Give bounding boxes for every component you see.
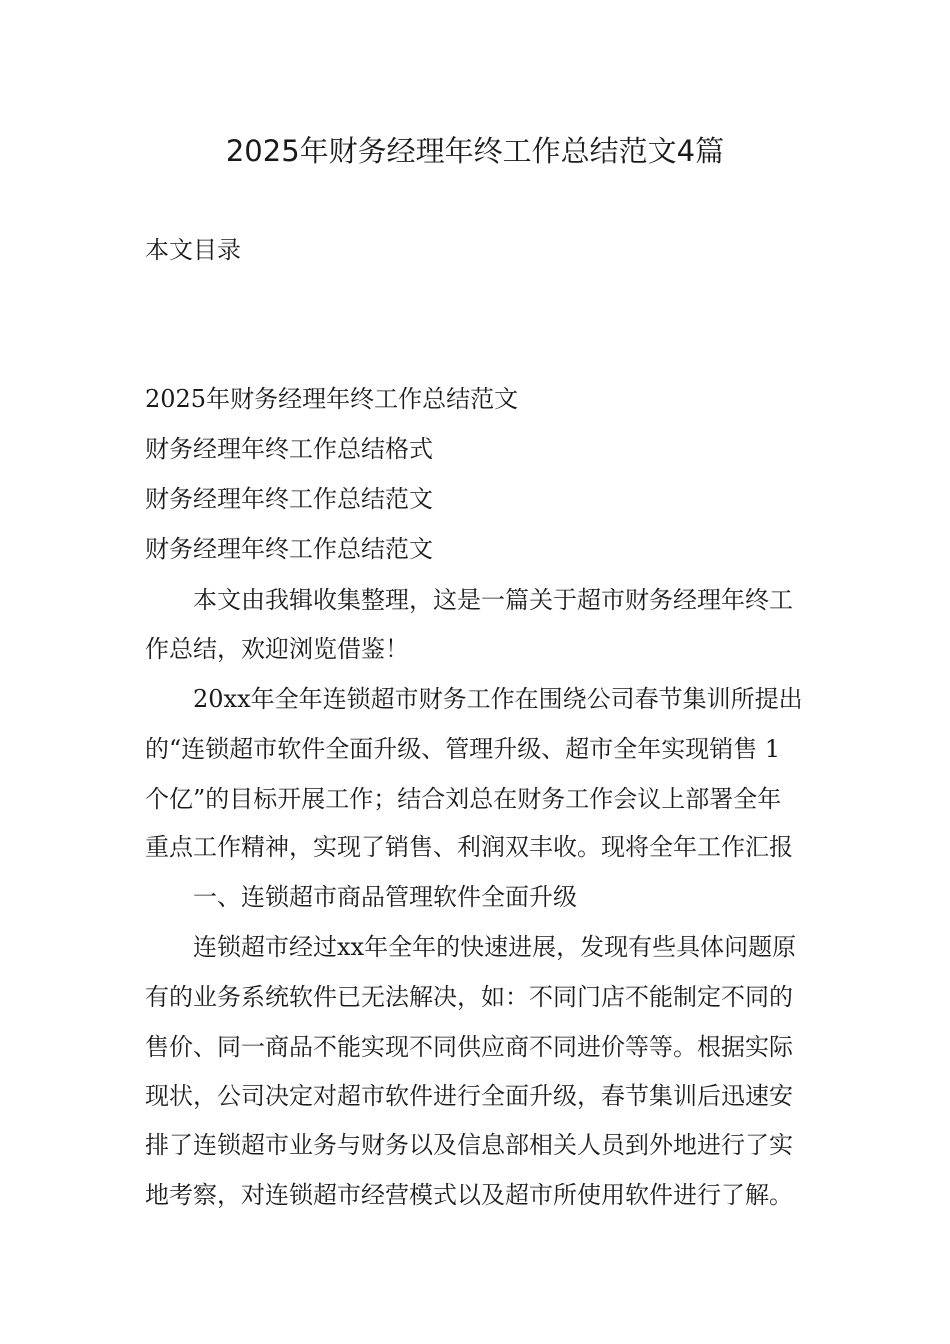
toc-item: 财务经理年终工作总结范文 <box>145 485 433 513</box>
paragraph-line: 有的业务系统软件已无法解决，如：不同门店不能制定不同的 <box>145 983 793 1011</box>
paragraph-line: 地考察，对连锁超市经营模式以及超市所使用软件进行了解。 <box>145 1181 793 1209</box>
paragraph-line: 个亿”的目标开展工作；结合刘总在财务工作会议上部署全年 <box>145 785 782 813</box>
document-title: 2025年财务经理年终工作总结范文4篇 <box>225 134 725 168</box>
paragraph-line: 现状，公司决定对超市软件进行全面升级，春节集训后迅速安 <box>145 1082 793 1110</box>
toc-item: 财务经理年终工作总结格式 <box>145 435 433 463</box>
section-heading: 一、连锁超市商品管理软件全面升级 <box>193 883 577 911</box>
paragraph-line: 20xx年全年连锁超市财务工作在围绕公司春节集训所提出 <box>193 685 803 713</box>
paragraph-line: 作总结，欢迎浏览借鉴！ <box>145 635 409 663</box>
toc-item: 2025年财务经理年终工作总结范文 <box>145 385 519 413</box>
paragraph-line: 连锁超市经过xx年全年的快速进展，发现有些具体问题原 <box>193 933 797 961</box>
paragraph-line: 售价、同一商品不能实现不同供应商不同进价等等。根据实际 <box>145 1033 793 1061</box>
paragraph-line: 排了连锁超市业务与财务以及信息部相关人员到外地进行了实 <box>145 1131 793 1159</box>
paragraph-line: 的“连锁超市软件全面升级、管理升级、超市全年实现销售 1 <box>145 735 781 763</box>
paragraph-line: 重点工作精神，实现了销售、利润双丰收。现将全年工作汇报 <box>145 833 793 861</box>
toc-item: 财务经理年终工作总结范文 <box>145 535 433 563</box>
paragraph-line: 本文由我辑收集整理，这是一篇关于超市财务经理年终工 <box>193 586 793 614</box>
toc-heading: 本文目录 <box>145 236 241 264</box>
